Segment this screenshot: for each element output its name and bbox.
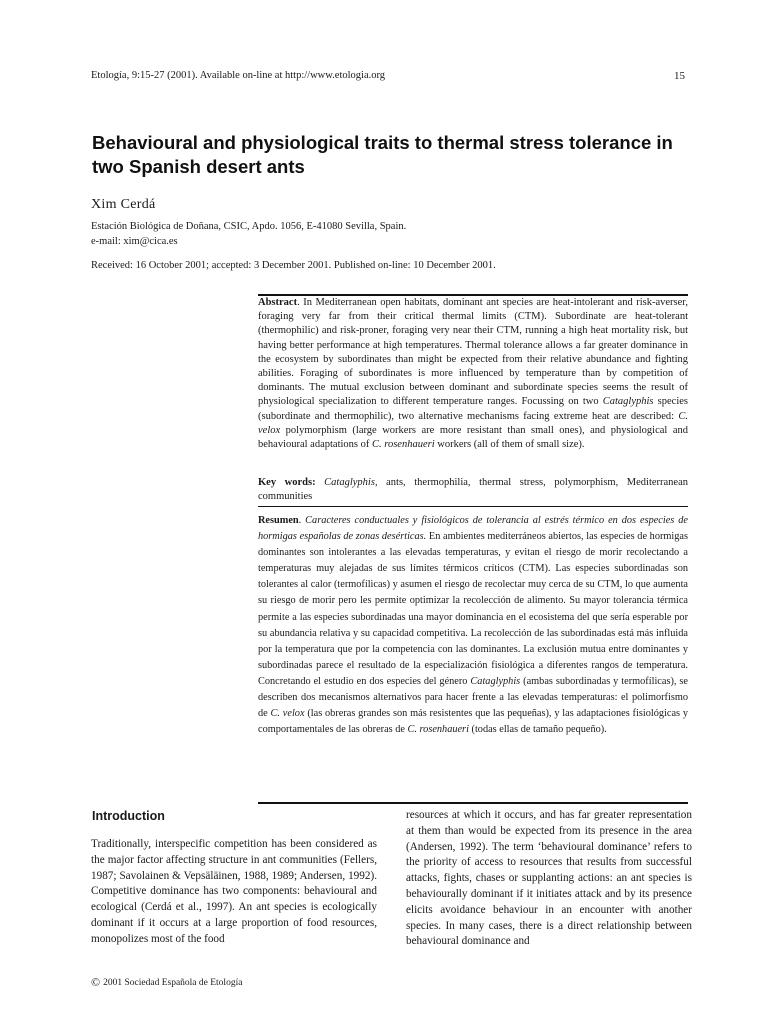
abstract (258, 296, 688, 452)
received-dates: Received: 16 October 2001; accepted: 3 December 2001. Published on-line: 10 December 2001. (91, 260, 496, 271)
resumen-bottom-rule (258, 802, 688, 804)
introduction-right-column (406, 808, 692, 950)
resumen-dot: . (298, 515, 306, 526)
article-title: Behavioural and physiological traits to thermal stress tolerance in two Spanish desert ants (92, 132, 673, 177)
keywords (258, 476, 688, 504)
abstract-italic-2: C. velox (258, 410, 688, 436)
copyright-footer (91, 975, 242, 990)
author-email: e-mail: xim@cica.es (91, 236, 178, 247)
introduction-left-column (91, 837, 377, 948)
introduction-right-text: resources at which it occurs, and has far greater representation at them than would be expected from its presence in the area (Andersen, 1992). The term ‘behavioural dominance’ refers to the priority of access to resources that results from successful attacks, fights, chases or supplanting actions: an ant species is behaviourally dominant if it initiates attack and by its presence elicits avoidance behaviour in an encounter with another species. In many cases, there is a direct relationship between behavioural dominance and (406, 809, 692, 948)
introduction-heading: Introduction (92, 809, 165, 823)
abstract-text-3: polymorphism (large workers are more resistant than small ones), and physiological and behavioural adaptations of (258, 424, 688, 451)
affiliation-address: Estación Biológica de Doñana, CSIC, Apdo. 1056, E-41080 Sevilla, Spain. (91, 221, 407, 232)
resumen-italic-3: C. rosenhaueri (407, 724, 469, 736)
resumen-italic-2: C. velox (270, 708, 305, 720)
keywords-label: Key words: (258, 477, 316, 488)
copyright-symbol: © (91, 975, 101, 989)
author-name: Xim Cerdá (91, 197, 156, 212)
resumen-title: Caracteres conductuales y fisiológicos de tolerancia al estrés térmico en dos especies de hormigas españolas de zonas desérticas. (258, 515, 688, 543)
resumen-text-3: (las obreras grandes son más resistentes que las pequeñas), y las adaptaciones fisiológicas y comportamentales de las obreras de (258, 708, 688, 736)
page-number: 15 (674, 70, 685, 82)
resumen-label: Resumen (258, 515, 299, 526)
keywords-text: , ants, thermophilia, thermal stress, polymorphism, Mediterranean communities (258, 477, 689, 503)
abstract-text-4: workers (all of them of small size). (434, 439, 585, 451)
keywords-italic: Cataglyphis (324, 477, 375, 488)
journal-citation: Etología, 9:15-27 (2001). Available on-line at http://www.etologia.org (91, 70, 386, 81)
abstract-italic-3: C. rosenhaueri (372, 439, 435, 451)
abstract-italic-1: Cataglyphis (602, 396, 654, 408)
resumen-italic-1: Cataglyphis (470, 675, 521, 687)
introduction-left-text: Traditionally, interspecific competition has been considered as the major factor affecting structure in ant communities (Fellers, 1987; Savolainen & Vepsäläinen, 1988, 1989; Andersen, 1992). Competitive dominance has two components: behavioural and ecological (Cerdá et al., 1997). An ant species is ecologically dominant if it occurs at a large proportion of food resources, monopolizes most of the food (91, 838, 377, 945)
resumen-text-2: (ambas subordinadas y termofílicas), se describen dos mecanismos alternativos para hacer frente a las elevadas temperaturas: el polimorfismo de (258, 675, 688, 720)
resumen-text-4: (todas ellas de tamaño pequeño). (468, 724, 607, 736)
copyright-text: 2001 Sociedad Española de Etología (103, 978, 243, 988)
abstract-label: Abstract (258, 297, 298, 308)
abstract-text-2: species (subordinate and thermophilic), two alternative mechanisms facing extreme heat are described: (258, 396, 688, 422)
keywords-rule (258, 506, 688, 507)
resumen-text-1: En ambientes mediterráneos abiertos, las especies de hormigas dominantes son intolerantes a las elevadas temperaturas, y evitan el riesgo de morir recolectando a temperaturas muy alejadas de sus límites térmicos críticos (CTM). Las especies subordinadas son tolerantes al calor (termofílicas) y asumen el riesgo de recolectar muy cerca de su CTM, lo que aumenta su riesgo de morir pero les permite optimizar la recolección de alimento. Su mayor tolerancia térmica permite a las especies subordinadas una mayor dominancia en el ecosistema del que sería esperable por su abundancia relativa y su capacidad competitiva. La recolección de las subordinadas está más influida por la temperatura que por la competencia con las dominantes. La exclusión mutua entre dominantes y subordinadas parece el resultado de la especialización fisiológica a diferentes rangos de temperatura. Concretando el estudio en dos especies del género (258, 531, 688, 687)
author-affiliation (91, 219, 406, 249)
abstract-text-1: . In Mediterranean open habitats, dominant ant species are heat-intolerant and risk-averser, foraging very far from their critical thermal limits (CTM). Subordinate are heat-tolerant (thermophilic) and risk-proner, foraging very near their CTM, running a high heat mortality risk, but having better performance at high temperatures. Thermal tolerance allows a far greater dominance in the ecosystem by subordinates than might be expected from their relative abundance and fighting abilities. Foraging of subordinates is more influenced by temperature than by competition of dominants. The mutual exclusion between dominant and subordinate species seems the result of physiological specialization to different temperature ranges. Focussing on two (258, 297, 688, 408)
resumen (258, 513, 688, 738)
